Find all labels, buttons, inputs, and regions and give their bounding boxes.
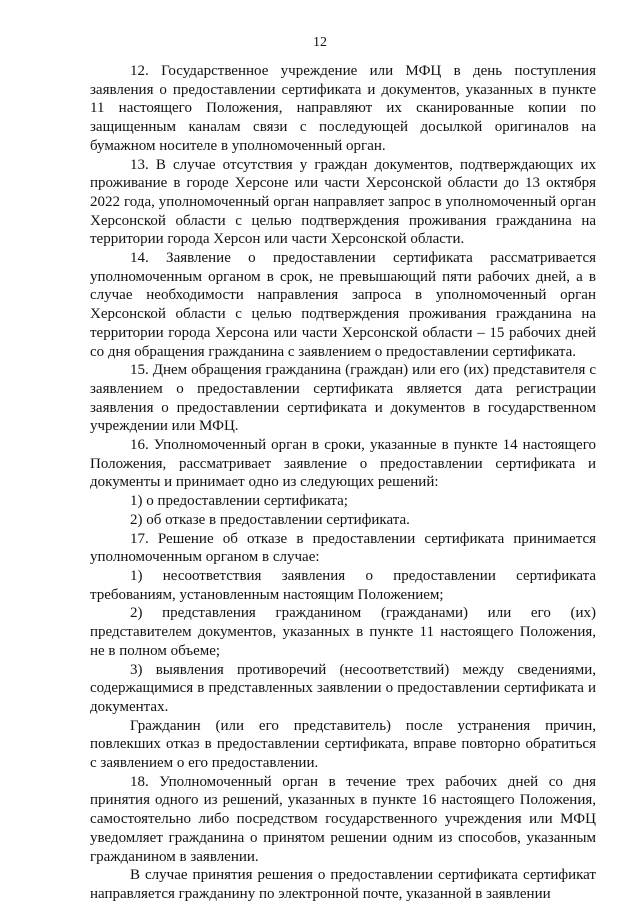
page-number: 12 [313,35,327,50]
paragraph-18-continued: В случае принятия решения о предоставлении сертификата сертификат направляется гражданину по электронной почте, указанной в заявлении [90,867,596,902]
paragraph-16: 16. Уполномоченный орган в сроки, указанные в пункте 14 настоящего Положения, рассматривает заявление о предоставлении сертификата и документы и принимает одно из следующих решений: [90,437,596,491]
paragraph-17-note: Гражданин (или его представитель) после устранения причин, повлекших отказ в предоставлении сертификата, вправе повторно обратиться с заявлением о его предоставлении. [90,717,596,772]
list-item-17-1: 1) несоответствия заявления о предоставлении сертификата требованиям, установленным настоящим Положением; [90,567,596,603]
paragraph-15: 15. Днем обращения гражданина (граждан) или его (их) представителя с заявлением о предоставлении сертификата является дата регистрации заявления о предоставлении сертификата и документов в государственном учреждении или МФЦ. [90,362,596,435]
paragraph-14: 14. Заявление о предоставлении сертификата рассматривается уполномоченным органом в срок, не превышающий пяти рабочих дней, а в случае необходимости направления запроса в уполномоченный орган Херсонской области с целью подтверждения проживания гражданина на территории города Херсона или части Херсонской области – 15 рабочих дней со дня обращения гражданина с заявлением о предоставлении сертификата. [90,250,596,360]
paragraph-12: 12. Государственное учреждение или МФЦ в день поступления заявления о предоставлении сертификата и документов, указанных в пункте 11 настоящего Положения, направляют их сканированные копии по защищенным каналам связи с последующей досылкой оригиналов на бумажном носителе в уполномоченный орган. [90,63,596,154]
list-item-17-3: 3) выявления противоречий (несоответствий) между сведениями, содержащимися в представленных заявлении о предоставлении сертификата и документах. [90,661,596,715]
document-body [90,62,596,904]
paragraph-17: 17. Решение об отказе в предоставлении сертификата принимается уполномоченным органом в случае: [90,530,596,566]
paragraph-13: 13. В случае отсутствия у граждан документов, подтверждающих их проживание в городе Херсоне или части Херсонской области до 13 октября 2022 года, уполномоченный орган направляет запрос в уполномоченный орган Херсонской области с целью подтверждения проживания гражданина на территории города Херсон или части Херсонской области. [90,156,596,248]
list-item-16-2: 2) об отказе в предоставлении сертификата. [130,511,410,528]
list-item-17-2: 2) представления гражданином (гражданами) или его (их) представителем документов, указанных в пункте 11 настоящего Положения, не в полном объеме; [90,605,596,659]
paragraph-18: 18. Уполномоченный орган в течение трех рабочих дней со дня принятия одного из решений, указанных в пункте 16 настоящего Положения, самостоятельно либо посредством государственного учреждения или МФЦ уведомляет гражданина о принятом решении одним из способов, указанным гражданином в заявлении. [90,773,596,865]
list-item-16-1: 1) о предоставлении сертификата; [130,493,348,510]
